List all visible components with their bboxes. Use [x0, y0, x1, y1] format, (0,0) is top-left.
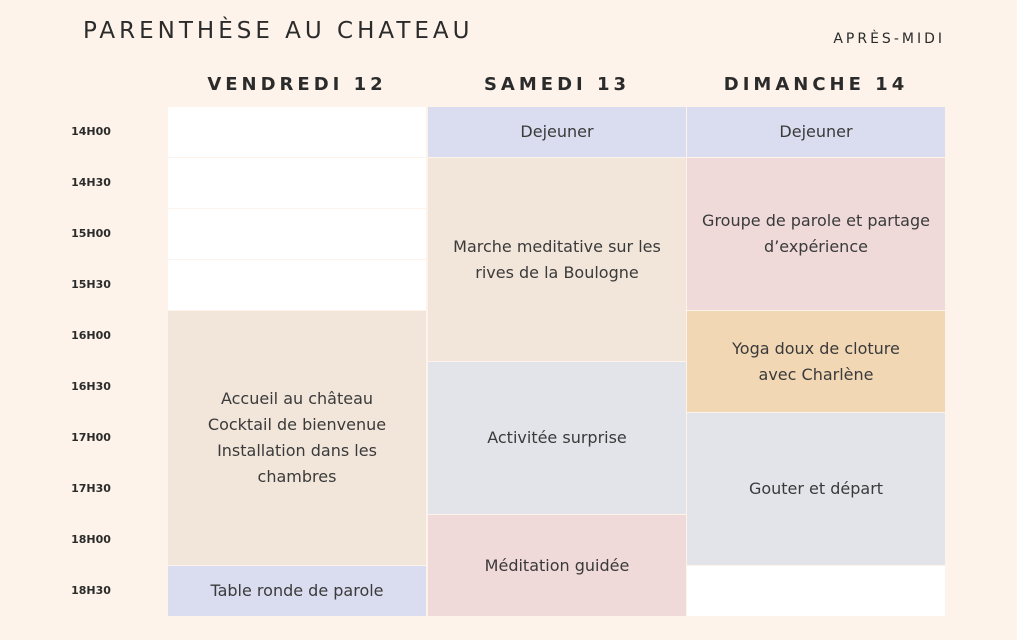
event-lunch-sunday: Dejeuner — [687, 107, 945, 157]
time-label: 16H00 — [71, 329, 111, 342]
empty-slot — [168, 209, 426, 259]
event-round-table: Table ronde de parole — [168, 566, 426, 616]
page-title: PARENTHÈSE AU CHATEAU — [83, 18, 474, 44]
day-header-sunday: DIMANCHE 14 — [723, 74, 909, 95]
time-label: 16H30 — [71, 380, 111, 393]
empty-slot — [168, 107, 426, 157]
time-label: 14H00 — [71, 125, 111, 138]
day-header-saturday: SAMEDI 13 — [483, 74, 631, 95]
period-label: APRÈS-MIDI — [833, 31, 945, 47]
event-meditative-walk: Marche meditative sur les rives de la Boulogne — [428, 158, 686, 361]
time-label: 15H30 — [71, 278, 111, 291]
empty-slot — [168, 158, 426, 208]
event-yoga: Yoga doux de cloture avec Charlène — [687, 311, 945, 412]
time-label: 18H30 — [71, 584, 111, 597]
time-label: 17H00 — [71, 431, 111, 444]
event-talk-group: Groupe de parole et partage d’expérience — [687, 158, 945, 310]
empty-slot — [168, 260, 426, 310]
event-arrival: Accueil au château Cocktail de bienvenue Installation dans les chambres — [168, 311, 426, 565]
empty-slot — [687, 566, 945, 616]
day-header-friday: VENDREDI 12 — [207, 74, 387, 95]
event-surprise-activity: Activitée surprise — [428, 362, 686, 514]
time-label: 18H00 — [71, 533, 111, 546]
time-label: 14H30 — [71, 176, 111, 189]
time-label: 15H00 — [71, 227, 111, 240]
time-label: 17H30 — [71, 482, 111, 495]
event-lunch-saturday: Dejeuner — [428, 107, 686, 157]
event-goodbye: Gouter et départ — [687, 413, 945, 565]
event-guided-meditation: Méditation guidée — [428, 515, 686, 616]
